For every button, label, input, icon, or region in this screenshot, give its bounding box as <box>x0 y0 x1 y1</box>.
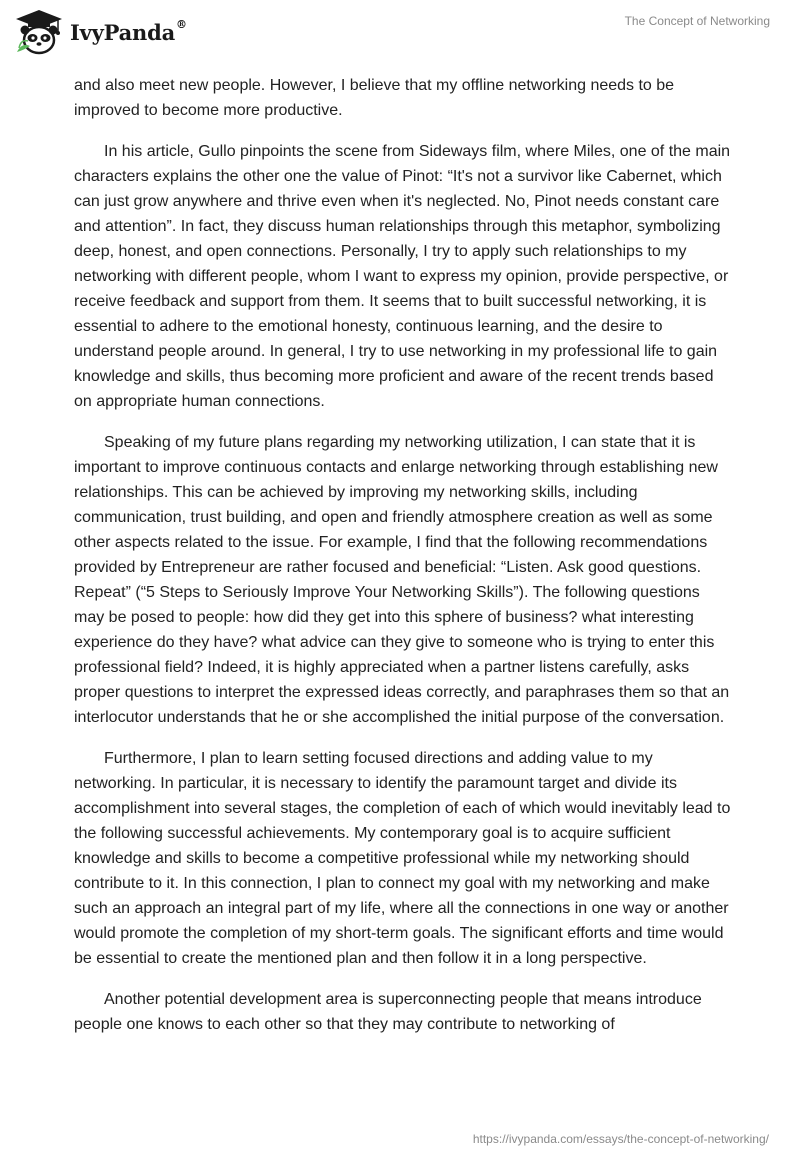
paragraph-2: In his article, Gullo pinpoints the scene from Sideways film, where Miles, one of the main characters explains the other one the value of Pinot: “It's not a survivor like Cabernet, which can just grow anywhere and thrive even when it's neglected. No, Pinot needs constant care and attention”. In fact, they discuss human relationships through this metaphor, symbolizing deep, honest, and open connections. Personally, I try to apply such relationships to my networking with different people, whom I want to express my opinion, provide perspective, or receive feedback and support from them. It seems that to built successful networking, it is essential to adhere to the emotional honesty, continuous learning, and the desire to understand people around. In general, I try to use networking in my professional life to gain knowledge and skills, thus becoming more proficient and aware of the recent trends based on appropriate human connections. <box>74 143 731 410</box>
panda-graduate-icon <box>14 8 64 56</box>
source-url-link[interactable]: https://ivypanda.com/essays/the-concept-of-networking/ <box>472 1132 769 1146</box>
brand-logo[interactable] <box>14 8 187 56</box>
paragraph-5: Another potential development area is superconnecting people that means introduce people one knows to each other so that they may contribute to networking of <box>74 991 702 1033</box>
page-header <box>0 0 800 64</box>
essay-body <box>74 73 734 1053</box>
paragraph-1: and also meet new people. However, I believe that my offline networking needs to be improved to become more productive. <box>74 77 675 119</box>
document-title: The Concept of Networking <box>624 14 770 28</box>
paragraph-4: Furthermore, I plan to learn setting focused directions and adding value to my networking. In particular, it is necessary to identify the paramount target and divide its accomplishment into several stages, the completion of each of which would inevitably lead to the following successful achievements. My contemporary goal is to acquire sufficient knowledge and skills to become a competitive professional while my networking should contribute to it. In this connection, I plan to connect my goal with my networking and make such an approach an integral part of my life, where all the connections in one way or another would promote the completion of my short-term goals. The significant efforts and time would be essential to create the mentioned plan and then follow it in a long perspective. <box>74 750 731 967</box>
brand-name: IvyPanda® <box>70 17 187 45</box>
paragraph-3: Speaking of my future plans regarding my networking utilization, I can state that it is important to improve continuous contacts and enlarge networking through establishing new relationships. This can be achieved by improving my networking skills, including communication, trust building, and open and friendly atmosphere creation as well as some other aspects related to the issue. For example, I find that the following recommendations provided by Entrepreneur are rather focused and beneficial: “Listen. Ask good questions. Repeat” (“5 Steps to Seriously Improve Your Networking Skills”). The following questions may be posed to people: how did they get into this sphere of business? what interesting experience do they have? what advice can they give to someone who is trying to enter this professional field? Indeed, it is highly appreciated when a partner listens carefully, asks proper questions to interpret the expressed ideas correctly, and paraphrases them so that an interlocutor understands that he or she accomplished the initial purpose of the conversation. <box>74 434 730 726</box>
registered-mark: ® <box>176 17 187 31</box>
